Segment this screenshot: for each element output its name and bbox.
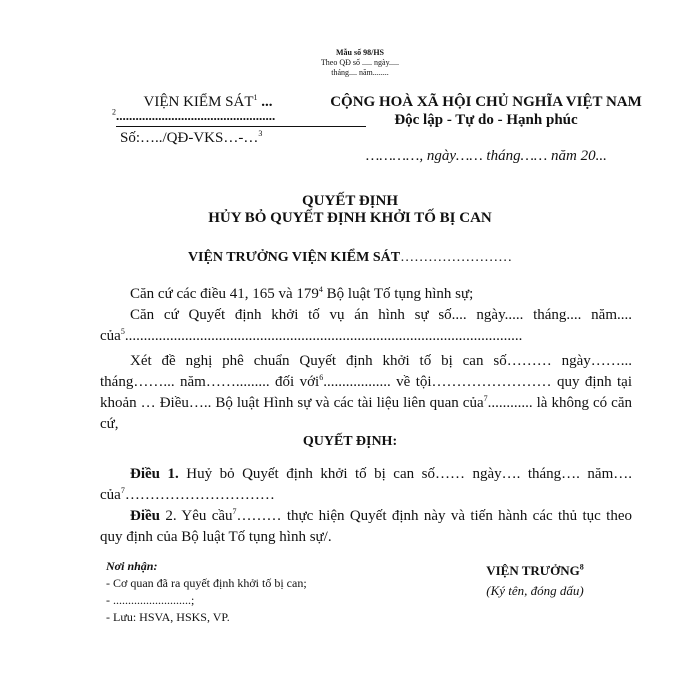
form-note-line1: Mẫu số 98/HS <box>335 48 384 57</box>
preamble <box>100 284 632 435</box>
recipients-item-3: - Lưu: HSVA, HSKS, VP. <box>106 610 230 624</box>
signature-block <box>460 562 610 600</box>
document-title: QUYẾT ĐỊNH <box>302 193 398 209</box>
article-1: Điều 1. Huỷ bỏ Quyết định khởi tố bị can số…… ngày…. tháng…. năm…. của$^7$………………………… <box>100 466 632 503</box>
recipients-title: Nơi nhận: <box>106 559 158 573</box>
issuer-line: VIỆN TRƯỞNG VIỆN KIỂM SÁT…………………… <box>187 250 513 265</box>
recipients-item-2: - ..........................; <box>106 593 195 607</box>
header-left-rule <box>116 126 366 127</box>
sub-agency-line: $^2$................................................. <box>112 107 276 123</box>
nation-title: CỘNG HOÀ XÃ HỘI CHỦ NGHĨA VIỆT NAM <box>330 94 642 110</box>
decision-heading: QUYẾT ĐỊNH: <box>302 434 398 449</box>
form-note-line2: Theo QĐ số ..... ngày..... <box>320 58 400 67</box>
document-number: Số:…../QĐ-VKS…-…$^3$ <box>120 129 263 146</box>
agency-name: VIỆN KIỂM SÁT$^1$ ... <box>143 93 273 110</box>
form-note <box>300 48 420 78</box>
document-subtitle: HỦY BỎ QUYẾT ĐỊNH KHỞI TỐ BỊ CAN <box>208 210 492 226</box>
recipients <box>106 558 307 626</box>
recipients-item-1: - Cơ quan đã ra quyết định khởi tố bị can; <box>106 576 307 590</box>
articles <box>100 464 632 548</box>
signature-title: VIỆN TRƯỞNG$^8$ <box>486 562 584 578</box>
date-line: …………, ngày…… tháng…… năm 20... <box>366 148 607 164</box>
preamble-paragraph-1: Căn cứ các điều 41, 165 và $179^4$ Bộ luật Tố tụng hình sự; <box>130 285 474 302</box>
nation-motto: Độc lập - Tự do - Hạnh phúc <box>394 112 578 128</box>
article-2: Điều 2. Yêu cầu$^7$……… thực hiện Quyết định này và tiến hành các thủ tục theo quy định của Bộ luật Tố tụng hình sự/. <box>100 507 632 545</box>
signature-note: (Ký tên, đóng dấu) <box>486 583 584 598</box>
preamble-paragraph-3: Xét đề nghị phê chuẩn Quyết định khởi tố bị can số……… ngày……... tháng……... năm……......... đối với$^6$.................. về tội…………………… quy định tại khoản … Điều….. Bộ luật Hình sự và các tài liệu liên quan của$^7$............ là không có căn cứ, <box>100 353 632 432</box>
preamble-paragraph-2: Căn cứ Quyết định khởi tố vụ án hình sự số.... ngày..... tháng.... năm.... của$^5$.......................................................................................................... <box>100 307 632 344</box>
form-note-line3: tháng.... năm........ <box>331 68 389 77</box>
